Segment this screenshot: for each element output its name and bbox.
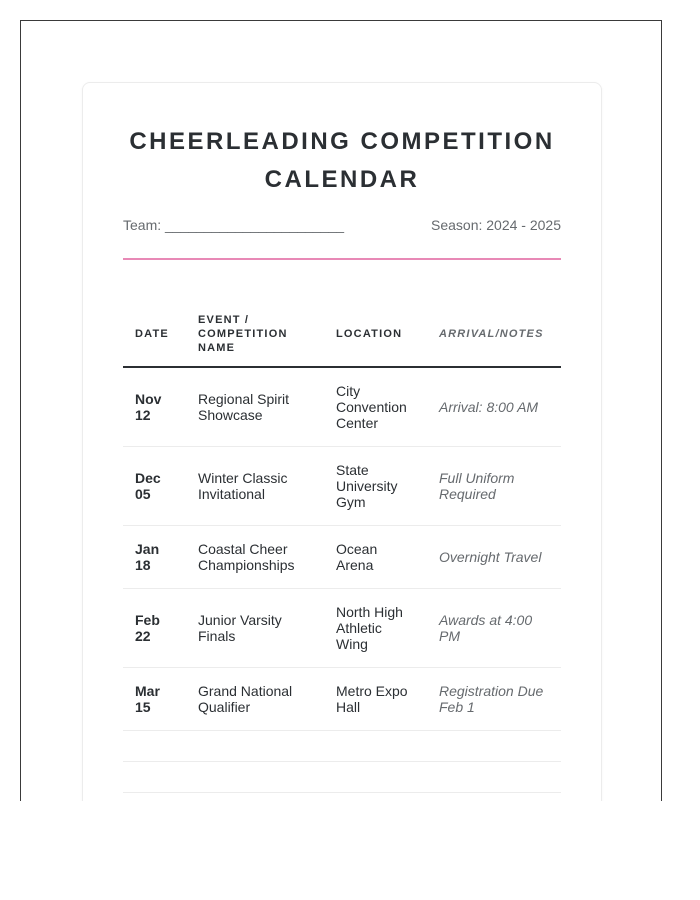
blank-cell [186,762,324,793]
accent-divider [123,258,561,260]
blank-cell [427,762,561,793]
table-row [123,526,561,589]
cell-notes: Arrival: 8:00 AM [427,367,561,447]
header-event: EVENT / COMPETITION NAME [186,302,324,367]
cell-event: Winter Classic Invitational [186,447,324,526]
cell-notes: Full Uniform Required [427,447,561,526]
team-field: Team: _______________________ [123,217,345,233]
blank-row [123,793,561,802]
header-notes: ARRIVAL/NOTES [427,302,561,367]
competition-table [123,302,561,801]
cell-location: Metro Expo Hall [324,668,427,731]
cell-event: Coastal Cheer Championships [186,526,324,589]
cell-date: Mar 15 [123,668,186,731]
season-label: Season: 2024 - 2025 [431,217,561,233]
cell-event: Junior Varsity Finals [186,589,324,668]
blank-cell [324,731,427,762]
blank-cell [186,793,324,802]
cell-location: North High Athletic Wing [324,589,427,668]
cell-notes: Awards at 4:00 PM [427,589,561,668]
cell-location: Ocean Arena [324,526,427,589]
blank-cell [427,731,561,762]
table-row [123,447,561,526]
cell-event: Regional Spirit Showcase [186,367,324,447]
header-date: DATE [123,302,186,367]
blank-cell [324,762,427,793]
table-header-row [123,302,561,367]
table-row [123,668,561,731]
meta-row [123,217,561,233]
cell-date: Jan 18 [123,526,186,589]
blank-row [123,731,561,762]
cell-date: Dec 05 [123,447,186,526]
cell-event: Grand National Qualifier [186,668,324,731]
blank-cell [324,793,427,802]
table-row [123,589,561,668]
blank-cell [123,793,186,802]
blank-cell [186,731,324,762]
header-location: LOCATION [324,302,427,367]
calendar-card [82,82,602,801]
blank-cell [427,793,561,802]
cell-location: State University Gym [324,447,427,526]
cell-location: City Convention Center [324,367,427,447]
page-frame [20,20,662,801]
cell-notes: Overnight Travel [427,526,561,589]
cell-date: Nov 12 [123,367,186,447]
blank-cell [123,731,186,762]
table-row [123,367,561,447]
cell-date: Feb 22 [123,589,186,668]
blank-row [123,762,561,793]
blank-cell [123,762,186,793]
cell-notes: Registration Due Feb 1 [427,668,561,731]
page-title: CHEERLEADING COMPETITION CALENDAR [129,128,555,193]
